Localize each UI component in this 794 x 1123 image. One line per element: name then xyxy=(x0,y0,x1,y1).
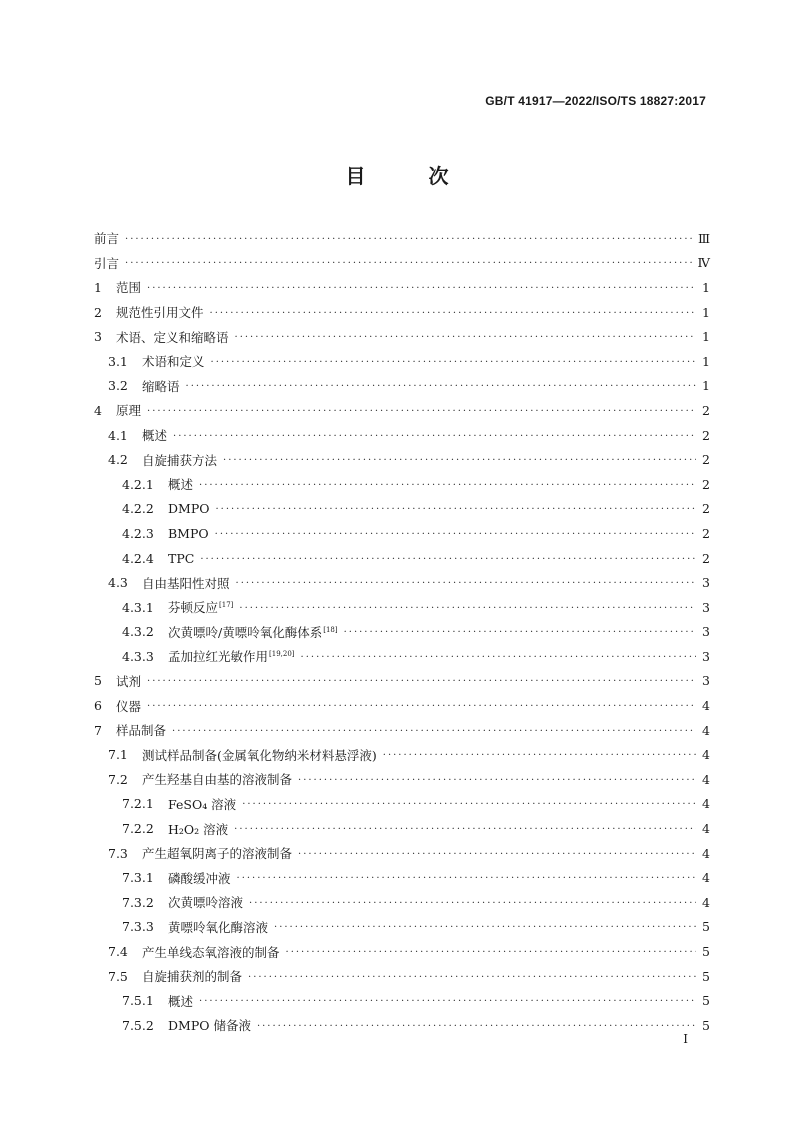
toc-entry-label xyxy=(142,746,377,764)
toc-entry-page: 3 xyxy=(702,624,710,640)
toc-entry-title: 引言 xyxy=(94,255,120,271)
toc-leader-dots xyxy=(200,554,696,565)
toc-entry-number: 7.5.2 xyxy=(122,1017,154,1033)
toc-entry-page: 3 xyxy=(702,648,710,664)
toc-leader-dots xyxy=(147,406,696,417)
toc-entry-number: 4.3 xyxy=(108,575,128,591)
toc-entry-label xyxy=(168,992,193,1010)
toc-entry[interactable] xyxy=(94,644,710,669)
toc-entry-page: 4 xyxy=(702,698,710,714)
toc-entry-number: 7.3.3 xyxy=(122,919,154,935)
toc-entry-page: 4 xyxy=(702,845,710,861)
toc-entry-number: 4.3.2 xyxy=(122,624,154,640)
toc-entry[interactable] xyxy=(94,939,710,964)
toc-entry[interactable] xyxy=(94,669,710,694)
toc-leader-dots xyxy=(125,258,693,269)
toc-leader-dots xyxy=(257,1021,696,1032)
toc-leader-dots xyxy=(249,898,696,909)
toc-leader-dots xyxy=(383,750,696,761)
toc-entry-reference: [19,20] xyxy=(269,650,295,659)
toc-entry-label xyxy=(116,401,141,419)
toc-entry-title: 术语、定义和缩略语 xyxy=(116,329,229,345)
toc-entry-page: 4 xyxy=(702,771,710,787)
toc-entry[interactable] xyxy=(94,620,710,645)
toc-entry-reference: [18] xyxy=(323,625,338,634)
toc-entry-page: 3 xyxy=(702,673,710,689)
toc-entry-title: 仪器 xyxy=(116,698,142,714)
toc-entry[interactable] xyxy=(94,226,710,251)
toc-entry-title: BMPO xyxy=(168,525,209,541)
toc-entry[interactable] xyxy=(94,374,710,399)
toc-entry-page: 5 xyxy=(702,968,710,984)
toc-entry[interactable] xyxy=(94,251,710,276)
toc-entry[interactable] xyxy=(94,767,710,792)
toc-leader-dots xyxy=(236,578,696,589)
toc-entry-page: 5 xyxy=(702,919,710,935)
toc-leader-dots xyxy=(248,972,696,983)
toc-leader-dots xyxy=(242,799,696,810)
toc-entry-page: 1 xyxy=(702,329,710,345)
toc-entry[interactable] xyxy=(94,816,710,841)
toc-entry-label xyxy=(142,770,292,788)
toc-leader-dots xyxy=(298,849,696,860)
toc-entry-number: 7.3.2 xyxy=(122,894,154,910)
toc-entry-title: 芬顿反应 xyxy=(168,600,219,616)
toc-entry-page: 4 xyxy=(702,796,710,812)
toc-leader-dots xyxy=(286,947,696,958)
toc-entry[interactable] xyxy=(94,472,710,497)
toc-entry-number: 5 xyxy=(94,673,102,689)
toc-entry[interactable] xyxy=(94,964,710,989)
toc-entry-title: 次黄嘌呤溶液 xyxy=(168,895,244,911)
toc-entry-page: 1 xyxy=(702,304,710,320)
toc-entry-title: DMPO xyxy=(168,501,210,517)
toc-entry-label xyxy=(168,820,228,838)
toc-entry-label xyxy=(116,672,141,690)
toc-entry-number: 7 xyxy=(94,722,102,738)
toc-entry-label xyxy=(168,475,193,493)
toc-leader-dots xyxy=(125,234,694,245)
toc-entry-label xyxy=(142,352,205,370)
toc-entry-number: 6 xyxy=(94,698,102,714)
toc-leader-dots xyxy=(235,332,696,343)
toc-entry-number: 7.1 xyxy=(108,747,128,763)
toc-entry[interactable] xyxy=(94,1013,710,1038)
toc-entry-title: 测试样品制备(金属氧化物纳米材料悬浮液) xyxy=(142,747,377,763)
toc-leader-dots xyxy=(186,381,696,392)
toc-entry-page: 1 xyxy=(702,353,710,369)
toc-entry-page: 4 xyxy=(702,894,710,910)
toc-entry-label xyxy=(116,278,141,296)
toc-entry-page: 2 xyxy=(702,427,710,443)
toc-leader-dots xyxy=(215,529,696,540)
page-title: 目 次 xyxy=(345,164,477,188)
toc-entry-title: 范围 xyxy=(116,280,142,296)
toc-entry-number: 4.2.2 xyxy=(122,501,154,517)
toc-entry-title: 产生羟基自由基的溶液制备 xyxy=(142,772,293,788)
toc-entry-label xyxy=(168,551,194,566)
toc-entry[interactable] xyxy=(94,718,710,743)
toc-entry-title: 前言 xyxy=(94,231,120,247)
toc-entry-label xyxy=(168,623,338,641)
toc-leader-dots xyxy=(223,455,696,466)
toc-entry[interactable] xyxy=(94,398,710,423)
toc-entry-title: 缩略语 xyxy=(142,378,180,394)
toc-entry[interactable] xyxy=(94,792,710,817)
toc-entry[interactable] xyxy=(94,300,710,325)
toc-entry-label xyxy=(142,574,230,592)
toc-entry-page: 2 xyxy=(702,476,710,492)
toc-entry-title: 自由基阳性对照 xyxy=(142,575,230,591)
toc-leader-dots xyxy=(211,357,696,368)
table-of-contents xyxy=(94,226,710,1038)
toc-entry-title: DMPO 储备液 xyxy=(168,1018,251,1034)
toc-entry-title: FeSO₄ 溶液 xyxy=(168,796,237,812)
toc-entry-label xyxy=(116,303,204,321)
toc-entry-title: 黄嘌呤氧化酶溶液 xyxy=(168,919,269,935)
toc-entry-title: 磷酸缓冲液 xyxy=(168,870,231,886)
toc-entry[interactable] xyxy=(94,890,710,915)
toc-entry-title: 次黄嘌呤/黄嘌呤氧化酶体系 xyxy=(168,624,323,640)
toc-entry-label xyxy=(168,526,209,541)
toc-entry-label xyxy=(168,647,295,665)
toc-entry-number: 7.5 xyxy=(108,968,128,984)
toc-entry-label xyxy=(142,426,167,444)
toc-entry-page: 5 xyxy=(702,993,710,1009)
toc-entry-page: 4 xyxy=(702,747,710,763)
toc-entry-label xyxy=(168,918,268,936)
toc-entry-number: 3 xyxy=(94,329,102,345)
toc-entry-title: 自旋捕获剂的制备 xyxy=(142,969,243,985)
toc-entry-number: 3.1 xyxy=(108,353,128,369)
toc-entry[interactable] xyxy=(94,988,710,1013)
toc-entry-title: 产生单线态氧溶液的制备 xyxy=(142,944,280,960)
toc-entry-page: Ⅳ xyxy=(697,255,710,271)
toc-entry-title: 概述 xyxy=(168,477,194,493)
toc-entry[interactable] xyxy=(94,349,710,374)
toc-entry-label xyxy=(142,377,180,395)
toc-leader-dots xyxy=(199,480,696,491)
toc-entry-title: 概述 xyxy=(142,428,168,444)
toc-leader-dots xyxy=(172,726,696,737)
toc-entry-title: 样品制备 xyxy=(116,723,167,739)
toc-entry[interactable] xyxy=(94,595,710,620)
toc-entry-number: 4 xyxy=(94,402,102,418)
toc-entry-page: 2 xyxy=(702,550,710,566)
toc-entry-label xyxy=(168,893,243,911)
toc-entry-title: H₂O₂ 溶液 xyxy=(168,821,229,837)
toc-entry-label xyxy=(168,869,231,887)
toc-entry[interactable] xyxy=(94,841,710,866)
toc-leader-dots xyxy=(274,922,696,933)
toc-entry[interactable] xyxy=(94,497,710,522)
toc-entry-label xyxy=(94,229,119,247)
toc-entry-number: 4.2.1 xyxy=(122,476,154,492)
toc-entry[interactable] xyxy=(94,915,710,940)
toc-entry-title: TPC xyxy=(168,550,195,566)
toc-entry-page: 2 xyxy=(702,501,710,517)
toc-leader-dots xyxy=(301,652,696,663)
toc-entry-page: 4 xyxy=(702,870,710,886)
toc-entry-page: 4 xyxy=(702,722,710,738)
toc-entry-title: 规范性引用文件 xyxy=(116,305,204,321)
toc-entry-page: 5 xyxy=(702,1017,710,1033)
toc-leader-dots xyxy=(147,676,696,687)
toc-leader-dots xyxy=(298,775,696,786)
toc-entry[interactable] xyxy=(94,570,710,595)
toc-entry-page: 1 xyxy=(702,378,710,394)
toc-entry-number: 7.2.2 xyxy=(122,821,154,837)
toc-entry-page: 4 xyxy=(702,821,710,837)
toc-entry-page: 5 xyxy=(702,944,710,960)
toc-entry-label xyxy=(116,697,141,715)
toc-entry-label xyxy=(116,328,229,346)
toc-leader-dots xyxy=(210,308,696,319)
toc-entry-page: 3 xyxy=(702,599,710,615)
toc-entry-reference: [17] xyxy=(219,601,234,610)
page-number: I xyxy=(683,1032,688,1046)
toc-entry-label xyxy=(168,598,233,616)
toc-leader-dots xyxy=(215,504,696,515)
toc-entry-number: 4.1 xyxy=(108,427,128,443)
toc-entry-page: 2 xyxy=(702,525,710,541)
toc-entry[interactable] xyxy=(94,447,710,472)
toc-entry[interactable] xyxy=(94,423,710,448)
toc-entry-page: 3 xyxy=(702,575,710,591)
toc-leader-dots xyxy=(147,283,696,294)
toc-entry-number: 4.3.3 xyxy=(122,648,154,664)
toc-entry[interactable] xyxy=(94,275,710,300)
toc-entry-title: 试剂 xyxy=(116,673,142,689)
toc-entry-title: 术语和定义 xyxy=(142,354,205,370)
toc-leader-dots xyxy=(237,873,696,884)
toc-entry-page: 2 xyxy=(702,452,710,468)
toc-leader-dots xyxy=(173,431,696,442)
toc-entry-number: 7.4 xyxy=(108,944,128,960)
toc-leader-dots xyxy=(239,603,696,614)
toc-entry-title: 自旋捕获方法 xyxy=(142,452,218,468)
toc-entry-label xyxy=(142,943,280,961)
toc-entry-number: 4.2.3 xyxy=(122,525,154,541)
toc-entry-number: 4.2.4 xyxy=(122,550,154,566)
toc-entry-label xyxy=(142,967,242,985)
toc-entry-title: 产生超氧阴离子的溶液制备 xyxy=(142,846,293,862)
toc-entry-number: 3.2 xyxy=(108,378,128,394)
toc-entry[interactable] xyxy=(94,742,710,767)
toc-entry-label xyxy=(142,451,217,469)
toc-entry-number: 7.2 xyxy=(108,771,128,787)
toc-entry[interactable] xyxy=(94,324,710,349)
toc-entry-page: Ⅲ xyxy=(697,230,710,246)
toc-entry-title: 原理 xyxy=(116,403,142,419)
toc-leader-dots xyxy=(234,824,696,835)
toc-entry-number: 4.2 xyxy=(108,452,128,468)
toc-entry[interactable] xyxy=(94,693,710,718)
toc-entry-page: 1 xyxy=(702,279,710,295)
toc-entry-number: 7.2.1 xyxy=(122,796,154,812)
toc-entry[interactable] xyxy=(94,521,710,546)
toc-entry-label xyxy=(168,795,236,813)
toc-entry-label xyxy=(116,721,166,739)
toc-entry-label xyxy=(142,844,292,862)
toc-entry-number: 1 xyxy=(94,279,102,295)
toc-leader-dots xyxy=(344,627,696,638)
toc-entry-label xyxy=(168,501,209,516)
toc-entry[interactable] xyxy=(94,546,710,571)
toc-leader-dots xyxy=(147,701,696,712)
toc-entry-label xyxy=(168,1016,251,1034)
toc-entry-number: 7.3.1 xyxy=(122,870,154,886)
toc-entry-number: 7.3 xyxy=(108,845,128,861)
toc-entry-number: 4.3.1 xyxy=(122,599,154,615)
toc-entry-title: 孟加拉红光敏作用 xyxy=(168,649,269,665)
standard-number-header: GB/T 41917—2022/ISO/TS 18827:2017 xyxy=(485,94,706,108)
toc-entry-label xyxy=(94,254,119,272)
toc-entry[interactable] xyxy=(94,865,710,890)
toc-entry-number: 7.5.1 xyxy=(122,993,154,1009)
toc-entry-number: 2 xyxy=(94,304,102,320)
toc-leader-dots xyxy=(199,996,696,1007)
toc-entry-page: 2 xyxy=(702,402,710,418)
toc-entry-title: 概述 xyxy=(168,993,194,1009)
